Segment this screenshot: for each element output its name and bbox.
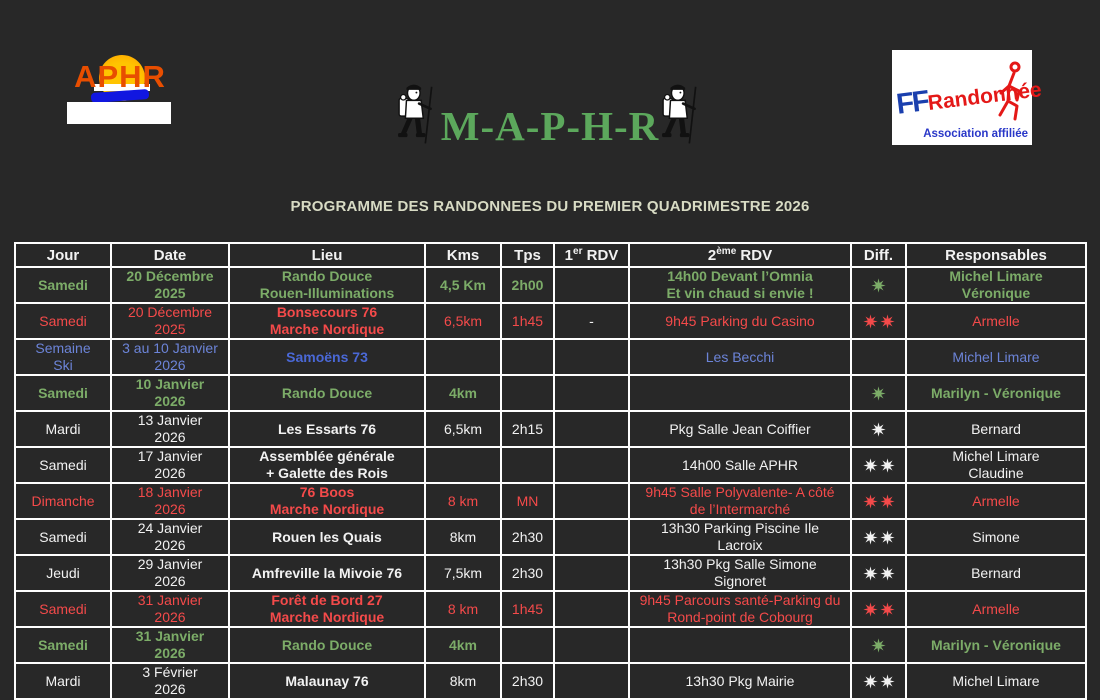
cell-lieu: Malaunay 76 xyxy=(229,663,425,699)
column-header-rdv2: 2ème RDV xyxy=(629,243,851,267)
cell-rdv1 xyxy=(554,447,629,483)
cell-rdv2: 13h30 Pkg Mairie xyxy=(629,663,851,699)
difficulty-star-icon xyxy=(880,674,895,689)
table-row xyxy=(15,267,1086,303)
cell-jour: Jeudi xyxy=(15,555,111,591)
table-row xyxy=(15,483,1086,519)
cell-resp: Armelle xyxy=(906,303,1086,339)
ffrandonnee-ff: FF xyxy=(894,85,930,121)
cell-tps: 2h00 xyxy=(501,267,554,303)
cell-date: 13 Janvier 2026 xyxy=(111,411,229,447)
cell-jour: Dimanche xyxy=(15,483,111,519)
cell-diff xyxy=(851,375,906,411)
hiker-icon xyxy=(661,80,703,146)
cell-kms: 8 km xyxy=(425,483,501,519)
program-table xyxy=(14,242,1087,700)
cell-date: 24 Janvier 2026 xyxy=(111,519,229,555)
difficulty-star-icon xyxy=(871,638,886,653)
cell-lieu: Forêt de Bord 27 Marche Nordique xyxy=(229,591,425,627)
cell-lieu: Samoëns 73 xyxy=(229,339,425,375)
cell-kms: 4km xyxy=(425,375,501,411)
cell-resp: Armelle xyxy=(906,483,1086,519)
cell-rdv2: 9h45 Parking du Casino xyxy=(629,303,851,339)
cell-rdv2: Pkg Salle Jean Coiffier xyxy=(629,411,851,447)
difficulty-star-icon xyxy=(863,602,878,617)
cell-lieu: 76 Boos Marche Nordique xyxy=(229,483,425,519)
cell-rdv1 xyxy=(554,555,629,591)
cell-diff xyxy=(851,591,906,627)
cell-kms xyxy=(425,447,501,483)
cell-tps: 1h45 xyxy=(501,303,554,339)
difficulty-star-icon xyxy=(863,674,878,689)
cell-jour: Samedi xyxy=(15,267,111,303)
ffrandonnee-name: Randonnée xyxy=(926,78,1043,115)
cell-rdv2: 13h30 Pkg Salle Simone Signoret xyxy=(629,555,851,591)
difficulty-star-icon xyxy=(863,314,878,329)
cell-jour: Samedi xyxy=(15,519,111,555)
cell-jour: Samedi xyxy=(15,303,111,339)
difficulty-star-icon xyxy=(880,530,895,545)
table-row xyxy=(15,627,1086,663)
table-row xyxy=(15,447,1086,483)
cell-jour: Mardi xyxy=(15,663,111,699)
cell-rdv2: Les Becchi xyxy=(629,339,851,375)
cell-lieu: Bonsecours 76 Marche Nordique xyxy=(229,303,425,339)
ffrandonnee-subtitle: Association affiliée xyxy=(923,128,1028,140)
cell-jour: Mardi xyxy=(15,411,111,447)
cell-diff xyxy=(851,555,906,591)
cell-diff xyxy=(851,663,906,699)
cell-rdv2: 14h00 Salle APHR xyxy=(629,447,851,483)
cell-lieu: Rando Douce xyxy=(229,627,425,663)
cell-date: 3 Février 2026 xyxy=(111,663,229,699)
cell-diff xyxy=(851,447,906,483)
cell-date: 10 Janvier 2026 xyxy=(111,375,229,411)
cell-diff xyxy=(851,627,906,663)
cell-diff xyxy=(851,519,906,555)
difficulty-star-icon xyxy=(880,602,895,617)
cell-jour: Samedi xyxy=(15,447,111,483)
cell-date: 18 Janvier 2026 xyxy=(111,483,229,519)
column-header-resp: Responsables xyxy=(906,243,1086,267)
cell-diff xyxy=(851,267,906,303)
cell-resp: Michel Limare Véronique xyxy=(906,267,1086,303)
cell-tps xyxy=(501,375,554,411)
cell-resp: Michel Limare xyxy=(906,663,1086,699)
cell-date: 31 Janvier 2026 xyxy=(111,591,229,627)
cell-kms xyxy=(425,339,501,375)
cell-date: 20 Décembre 2025 xyxy=(111,267,229,303)
column-header-tps: Tps xyxy=(501,243,554,267)
cell-date: 20 Décembre 2025 xyxy=(111,303,229,339)
cell-rdv2 xyxy=(629,375,851,411)
difficulty-star-icon xyxy=(863,530,878,545)
cell-kms: 6,5km xyxy=(425,303,501,339)
cell-date: 17 Janvier 2026 xyxy=(111,447,229,483)
column-header-lieu: Lieu xyxy=(229,243,425,267)
difficulty-star-icon xyxy=(880,458,895,473)
difficulty-star-icon xyxy=(863,566,878,581)
page-title: PROGRAMME DES RANDONNEES DU PREMIER QUADRIMESTRE 2026 xyxy=(290,198,810,215)
cell-rdv2: 9h45 Parcours santé-Parking du Rond-point de Cobourg xyxy=(629,591,851,627)
difficulty-star-icon xyxy=(880,314,895,329)
cell-kms: 4,5 Km xyxy=(425,267,501,303)
table-row xyxy=(15,411,1086,447)
difficulty-star-icon xyxy=(871,422,886,437)
cell-kms: 8 km xyxy=(425,591,501,627)
cell-jour: Samedi xyxy=(15,375,111,411)
cell-rdv1: - xyxy=(554,303,629,339)
cell-date: 3 au 10 Janvier 2026 xyxy=(111,339,229,375)
table-body xyxy=(15,267,1086,699)
cell-date: 29 Janvier 2026 xyxy=(111,555,229,591)
cell-kms: 8km xyxy=(425,519,501,555)
table-header-row xyxy=(15,243,1086,267)
column-header-date: Date xyxy=(111,243,229,267)
cell-tps: 1h45 xyxy=(501,591,554,627)
cell-jour: Samedi xyxy=(15,591,111,627)
cell-tps: 2h30 xyxy=(501,555,554,591)
column-header-kms: Kms xyxy=(425,243,501,267)
difficulty-star-icon xyxy=(871,278,886,293)
cell-jour: Samedi xyxy=(15,627,111,663)
cell-resp: Marilyn - Véronique xyxy=(906,627,1086,663)
table-row xyxy=(15,339,1086,375)
cell-kms: 8km xyxy=(425,663,501,699)
cell-rdv1 xyxy=(554,663,629,699)
column-header-rdv1: 1er RDV xyxy=(554,243,629,267)
cell-rdv1 xyxy=(554,375,629,411)
cell-lieu: Rouen les Quais xyxy=(229,519,425,555)
cell-tps xyxy=(501,339,554,375)
cell-jour: Semaine Ski xyxy=(15,339,111,375)
cell-tps xyxy=(501,447,554,483)
cell-lieu: Les Essarts 76 xyxy=(229,411,425,447)
cell-tps: 2h30 xyxy=(501,519,554,555)
cell-resp: Michel Limare xyxy=(906,339,1086,375)
cell-kms: 6,5km xyxy=(425,411,501,447)
cell-rdv1 xyxy=(554,267,629,303)
table-row xyxy=(15,663,1086,699)
column-header-jour: Jour xyxy=(15,243,111,267)
cell-diff xyxy=(851,303,906,339)
hiker-icon xyxy=(397,80,439,146)
cell-tps: 2h30 xyxy=(501,663,554,699)
cell-kms: 4km xyxy=(425,627,501,663)
cell-diff xyxy=(851,411,906,447)
cell-resp: Bernard xyxy=(906,411,1086,447)
cell-rdv1 xyxy=(554,591,629,627)
table-row xyxy=(15,519,1086,555)
ffrandonnee-logo xyxy=(892,50,1043,145)
table-row xyxy=(15,591,1086,627)
cell-tps: 2h15 xyxy=(501,411,554,447)
cell-rdv2: 9h45 Salle Polyvalente- A côté de l’Intermarché xyxy=(629,483,851,519)
cell-rdv1 xyxy=(554,483,629,519)
maphr-title: M-A-P-H-R xyxy=(440,103,660,150)
cell-lieu: Assemblée générale + Galette des Rois xyxy=(229,447,425,483)
cell-rdv1 xyxy=(554,627,629,663)
table-row xyxy=(15,375,1086,411)
difficulty-star-icon xyxy=(871,386,886,401)
cell-date: 31 Janvier 2026 xyxy=(111,627,229,663)
cell-rdv2: 14h00 Devant l’Omnia Et vin chaud si envie ! xyxy=(629,267,851,303)
difficulty-star-icon xyxy=(880,494,895,509)
cell-kms: 7,5km xyxy=(425,555,501,591)
cell-lieu: Amfreville la Mivoie 76 xyxy=(229,555,425,591)
column-header-diff: Diff. xyxy=(851,243,906,267)
cell-rdv1 xyxy=(554,339,629,375)
cell-tps xyxy=(501,627,554,663)
cell-resp: Marilyn - Véronique xyxy=(906,375,1086,411)
red-walker-icon xyxy=(996,60,1030,122)
cell-rdv1 xyxy=(554,519,629,555)
cell-resp: Armelle xyxy=(906,591,1086,627)
cell-diff xyxy=(851,483,906,519)
difficulty-star-icon xyxy=(863,494,878,509)
cell-lieu: Rando Douce Rouen-Illuminations xyxy=(229,267,425,303)
cell-resp: Michel Limare Claudine xyxy=(906,447,1086,483)
aphr-logo-text: APHR xyxy=(74,59,166,94)
table-row xyxy=(15,555,1086,591)
difficulty-star-icon xyxy=(863,458,878,473)
cell-rdv1 xyxy=(554,411,629,447)
cell-lieu: Rando Douce xyxy=(229,375,425,411)
cell-rdv2: 13h30 Parking Piscine Ile Lacroix xyxy=(629,519,851,555)
cell-resp: Simone xyxy=(906,519,1086,555)
table-row xyxy=(15,303,1086,339)
cell-resp: Bernard xyxy=(906,555,1086,591)
cell-rdv2 xyxy=(629,627,851,663)
cell-diff xyxy=(851,339,906,375)
cell-tps: MN xyxy=(501,483,554,519)
difficulty-star-icon xyxy=(880,566,895,581)
